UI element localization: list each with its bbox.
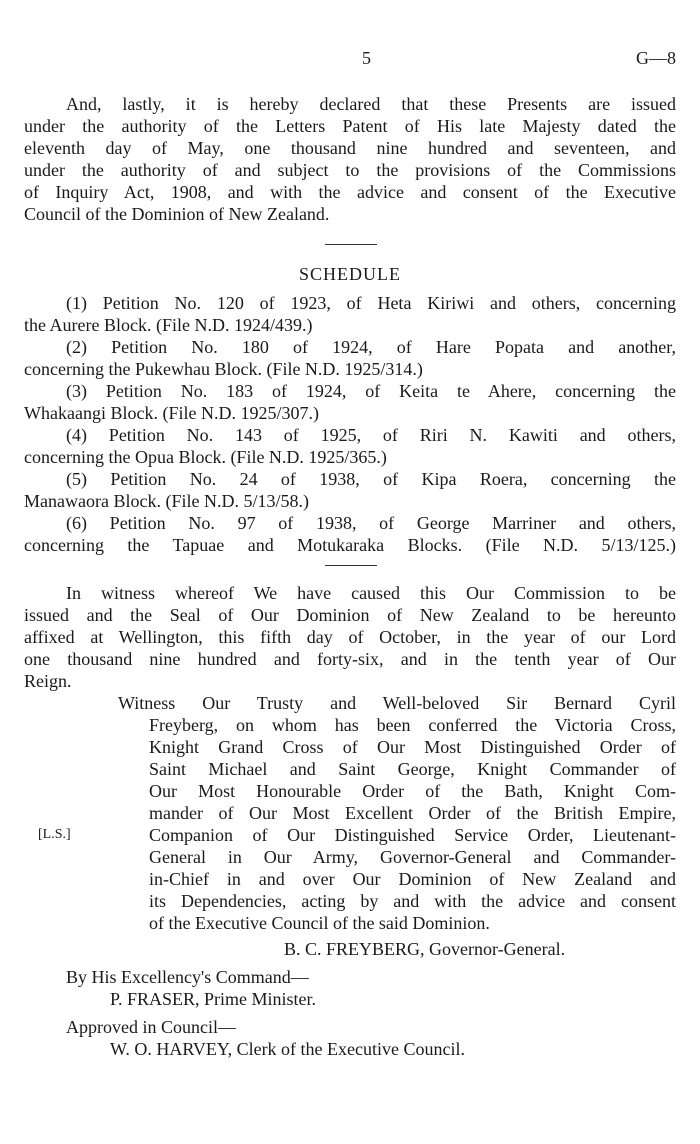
intro-line: of Inquiry Act, 1908, and with the advice and consent of the Executive xyxy=(24,182,676,202)
schedule-line: Manawaora Block. (File N.D. 5/13/58.) xyxy=(24,491,309,511)
schedule-line: the Aurere Block. (File N.D. 1924/439.) xyxy=(24,315,313,335)
intro-line: Council of the Dominion of New Zealand. xyxy=(24,204,330,224)
seal-mark: [L.S.] xyxy=(38,827,71,842)
attestation-line: Witness Our Trusty and Well-beloved Sir Bernard Cyril xyxy=(118,693,676,713)
witness-line: Reign. xyxy=(24,671,72,691)
governor-signature: B. C. FREYBERG, Governor-General. xyxy=(284,939,566,959)
attestation-line: General in Our Army, Governor-General and Commander- xyxy=(149,847,676,867)
witness-line: issued and the Seal of Our Dominion of New Zealand to be hereunto xyxy=(24,605,676,625)
schedule-line: concerning the Opua Block. (File N.D. 1925/365.) xyxy=(24,447,387,467)
document-reference: G—8 xyxy=(636,48,676,68)
witness-line: affixed at Wellington, this fifth day of October, in the year of our Lord xyxy=(24,627,676,647)
page-number: 5 xyxy=(362,48,371,68)
approval-line: Approved in Council— xyxy=(66,1017,236,1037)
section-divider xyxy=(325,244,377,245)
attestation-line: Our Most Honourable Order of the Bath, Knight Com- xyxy=(149,781,676,801)
attestation-line: of the Executive Council of the said Dominion. xyxy=(149,913,490,933)
schedule-line: (4) Petition No. 143 of 1925, of Riri N. Kawiti and others, xyxy=(66,425,676,445)
witness-line: In witness whereof We have caused this Our Commission to be xyxy=(66,583,676,603)
schedule-line: Whakaangi Block. (File N.D. 1925/307.) xyxy=(24,403,319,423)
schedule-line: (6) Petition No. 97 of 1938, of George Marriner and others, xyxy=(66,513,676,533)
schedule-line: (2) Petition No. 180 of 1924, of Hare Popata and another, xyxy=(66,337,676,357)
attestation-line: in-Chief in and over Our Dominion of New Zealand and xyxy=(149,869,676,889)
intro-line: under the authority of and subject to the provisions of the Commissions xyxy=(24,160,676,180)
intro-line: And, lastly, it is hereby declared that these Presents are issued xyxy=(66,94,676,114)
attestation-line: Knight Grand Cross of Our Most Distinguished Order of xyxy=(149,737,676,757)
section-divider xyxy=(325,565,377,566)
intro-line: under the authority of the Letters Patent of His late Majesty dated the xyxy=(24,116,676,136)
schedule-heading: SCHEDULE xyxy=(299,264,401,284)
intro-line: eleventh day of May, one thousand nine hundred and seventeen, and xyxy=(24,138,676,158)
prime-minister-signature: P. FRASER, Prime Minister. xyxy=(110,989,317,1009)
schedule-line: (3) Petition No. 183 of 1924, of Keita te Ahere, concerning the xyxy=(66,381,676,401)
attestation-line: Saint Michael and Saint George, Knight Commander of xyxy=(149,759,676,779)
schedule-line: concerning the Pukewhau Block. (File N.D. 1925/314.) xyxy=(24,359,423,379)
command-line: By His Excellency's Command— xyxy=(66,967,309,987)
attestation-line: Freyberg, on whom has been conferred the Victoria Cross, xyxy=(149,715,676,735)
attestation-line: mander of Our Most Excellent Order of the British Empire, xyxy=(149,803,676,823)
page-header xyxy=(24,48,676,72)
schedule-line: concerning the Tapuae and Motukaraka Blocks. (File N.D. 5/13/125.) xyxy=(24,535,676,555)
witness-line: one thousand nine hundred and forty-six, and in the tenth year of Our xyxy=(24,649,676,669)
clerk-signature: W. O. HARVEY, Clerk of the Executive Council. xyxy=(110,1039,466,1059)
attestation-line: Companion of Our Distinguished Service Order, Lieutenant- xyxy=(149,825,676,845)
schedule-line: (1) Petition No. 120 of 1923, of Heta Kiriwi and others, concerning xyxy=(66,293,676,313)
attestation-line: its Dependencies, acting by and with the advice and consent xyxy=(149,891,676,911)
schedule-line: (5) Petition No. 24 of 1938, of Kipa Roera, concerning the xyxy=(66,469,676,489)
